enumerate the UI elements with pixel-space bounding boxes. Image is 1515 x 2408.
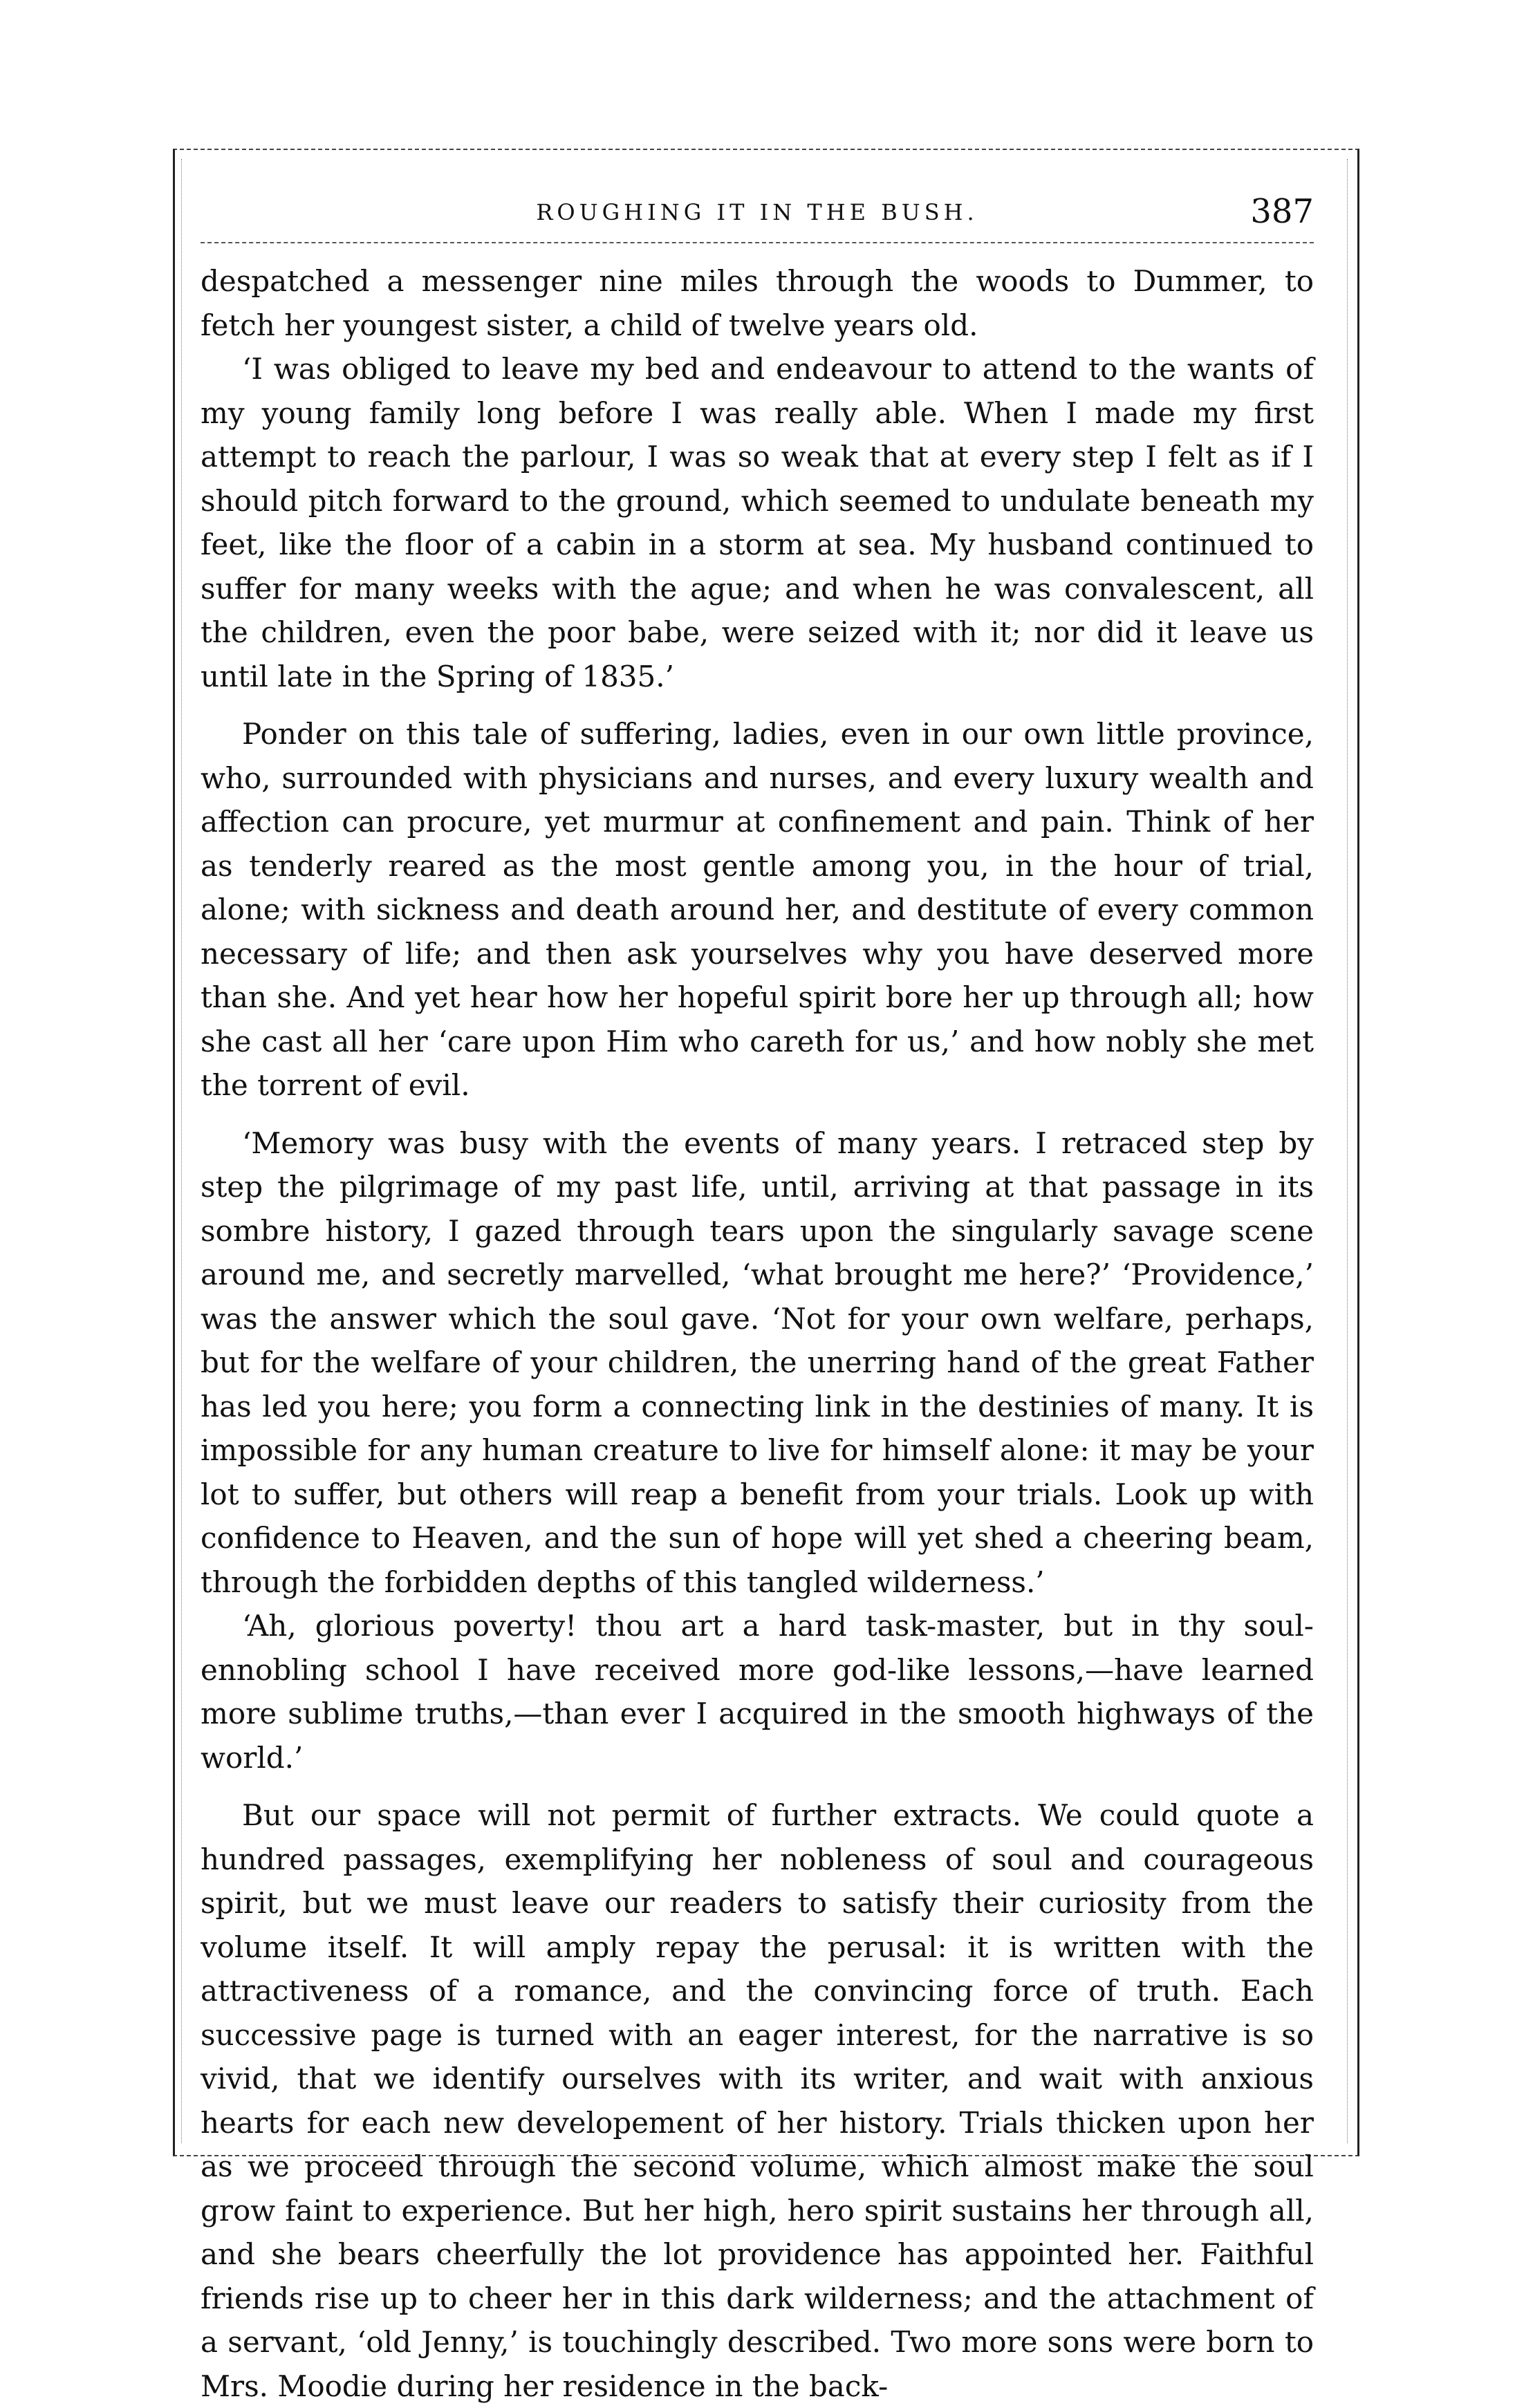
paragraph: ‘Memory was busy with the events of many years. I retraced step by step the pilgrimage of my past life, until, arriving at that passage in its sombre history, I gazed through tears upon the singularly savage scene around me, and secretly marvelled, ‘what brought me here?’ ‘Providence,’ was the answer which the soul gave. ‘Not for your own welfare, perhaps, but for the welfare of your children, the unerring hand of the great Father has led you here; you form a connecting link in the destinies of many. It is impossible for any human creature to live for himself alone: it may be your lot to suffer, but others will reap a benefit from your trials. Look up with confidence to Heaven, and the sun of hope will yet shed a cheering beam, through the forbidden depths of this tangled wilderness.’ [201, 1126, 1314, 1599]
paragraph: But our space will not permit of further extracts. We could quote a hundred passages, exemplifying her nobleness of soul and courageous spirit, but we must leave our readers to satisfy their curiosity from the volume itself. It will amply repay the perusal: it is written with the attractiveness of a romance, and the convincing force of truth. Each successive page is turned with an eager interest, for the narrative is so vivid, that we identify ourselves with its writer, and wait with anxious hearts for each new developement of her history. Trials thicken upon her as we proceed through the second volume, which almost make the soul grow faint to experience. But her high, hero spirit sustains her through all, and she bears cheerfully the lot providence has appointed her. Faithful friends rise up to cheer her in this dark wilderness; and the attachment of a servant, ‘old Jenny,’ is touchingly described. Two more sons were born to Mrs. Moodie during her residence in the back- [201, 1798, 1314, 2403]
body-text [201, 259, 1314, 2408]
paragraph: ‘I was obliged to leave my bed and endeavour to attend to the wants of my young family long before I was really able. When I made my first attempt to reach the parlour, I was so weak that at every step I felt as if I should pitch forward to the ground, which seemed to undulate beneath my feet, like the floor of a cabin in a storm at sea. My husband continued to suffer for many weeks with the ague; and when he was convalescent, all the children, even the poor babe, were seized with it; nor did it leave us until late in the Spring of 1835.’ [201, 352, 1314, 693]
page-header [201, 187, 1314, 243]
paragraph: despatched a messenger nine miles through the woods to Dummer, to fetch her youngest sister, a child of twelve years old. [201, 264, 1314, 342]
paragraph: ‘Ah, glorious poverty! thou art a hard task-master, but in thy soul-ennobling school I have received more god-like lessons,—have learned more sublime truths,—than ever I acquired in the smooth highways of the world.’ [201, 1609, 1314, 1775]
running-title: ROUGHING IT IN THE BUSH. [536, 199, 978, 225]
paragraph: Ponder on this tale of suffering, ladies, even in our own little province, who, surrounded with physicians and nurses, and every luxury wealth and affection can procure, yet murmur at confinement and pain. Think of her as tenderly reared as the most gentle among you, in the hour of trial, alone; with sickness and death around her, and destitute of every common necessary of life; and then ask yourselves why you have deserved more than she. And yet hear how her hopeful spirit bore her up through all; how she cast all her ‘care upon Him who careth for us,’ and how nobly she met the torrent of evil. [201, 717, 1314, 1102]
page-number: 387 [1250, 192, 1314, 231]
